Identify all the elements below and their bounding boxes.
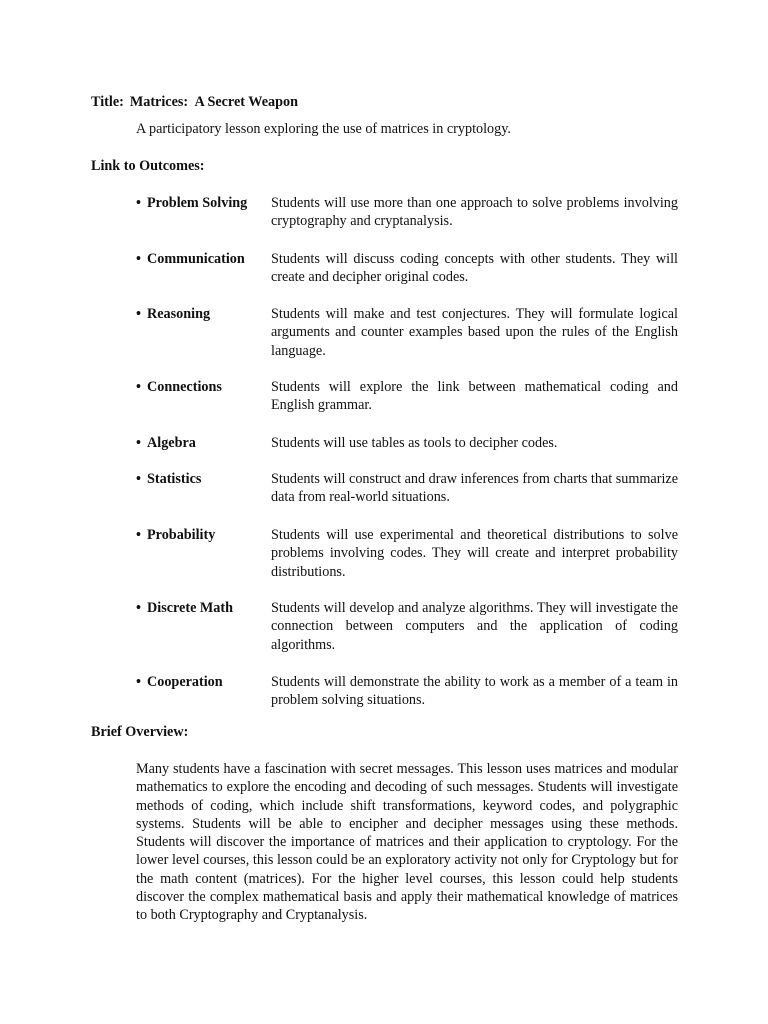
outcome-statistics [136,470,678,507]
bullet-icon: • [136,435,141,451]
bullet-icon: • [136,251,141,267]
outcome-connections [136,378,678,415]
outcome-label: Algebra [147,435,196,451]
outcome-description: Students will explore the link between mathematical coding and English grammar. [271,379,678,414]
outcome-description: Students will use tables as tools to decipher codes. [271,435,558,451]
outcome-label: Discrete Math [147,600,234,616]
bullet-icon: • [136,527,141,543]
outcome-label: Communication [147,251,245,267]
outcome-algebra [136,434,678,452]
outcome-discrete-math [136,599,678,654]
outcome-reasoning [136,305,678,360]
title-text: Matrices: A Secret Weapon [129,94,298,110]
outcomes-heading: Link to Outcomes: [91,158,205,174]
title-prefix: Title: [91,94,124,110]
outcome-problem-solving [136,194,678,231]
bullet-icon: • [136,471,141,487]
outcome-label: Cooperation [147,674,223,690]
outcome-label: Statistics [147,471,202,487]
outcome-label: Connections [147,379,222,395]
outcome-label: Reasoning [147,306,211,322]
overview-paragraph: Many students have a fascination with secret messages. This lesson uses matrices and modular mathematics to explore the encoding and decoding of such messages. Students will investigate methods of coding, which include shift transformations, keyword codes, and polygraphic systems. Students will be able to encipher and decipher messages using these methods. Students will discover the importance of matrices and their application to cryptology. For the lower level courses, this lesson could be an exploratory activity not only for Cryptology but for the math content (matrices). For the higher level courses, this lesson could help students discover the complex mathematical basis and apply their mathematical knowledge of matrices to both Cryptography and Cryptanalysis. [136,761,678,924]
bullet-icon: • [136,674,141,690]
outcome-description: Students will use more than one approach to solve problems involving cryptography and cryptanalysis. [271,195,678,230]
outcome-label: Problem Solving [147,195,248,211]
outcome-description: Students will develop and analyze algorithms. They will investigate the connection between computers and the application of coding algorithms. [271,600,678,653]
outcome-description: Students will make and test conjectures. They will formulate logical arguments and counter examples based upon the rules of the English language. [271,306,678,359]
lesson-title [91,93,298,111]
bullet-icon: • [136,600,141,616]
outcome-probability [136,526,678,581]
bullet-icon: • [136,379,141,395]
lesson-subtitle: A participatory lesson exploring the use of matrices in cryptology. [136,121,511,137]
overview-heading: Brief Overview: [91,724,189,740]
outcome-description: Students will construct and draw inferences from charts that summarize data from real-world situations. [271,471,678,506]
outcome-cooperation [136,673,678,710]
outcome-communication [136,250,678,287]
outcome-description: Students will discuss coding concepts with other students. They will create and decipher original codes. [271,251,678,286]
outcome-description: Students will use experimental and theoretical distributions to solve problems involving codes. They will create and interpret probability distributions. [271,527,678,580]
bullet-icon: • [136,306,141,322]
outcome-description: Students will demonstrate the ability to work as a member of a team in problem solving situations. [271,674,678,709]
bullet-icon: • [136,195,141,211]
outcome-label: Probability [147,527,216,543]
